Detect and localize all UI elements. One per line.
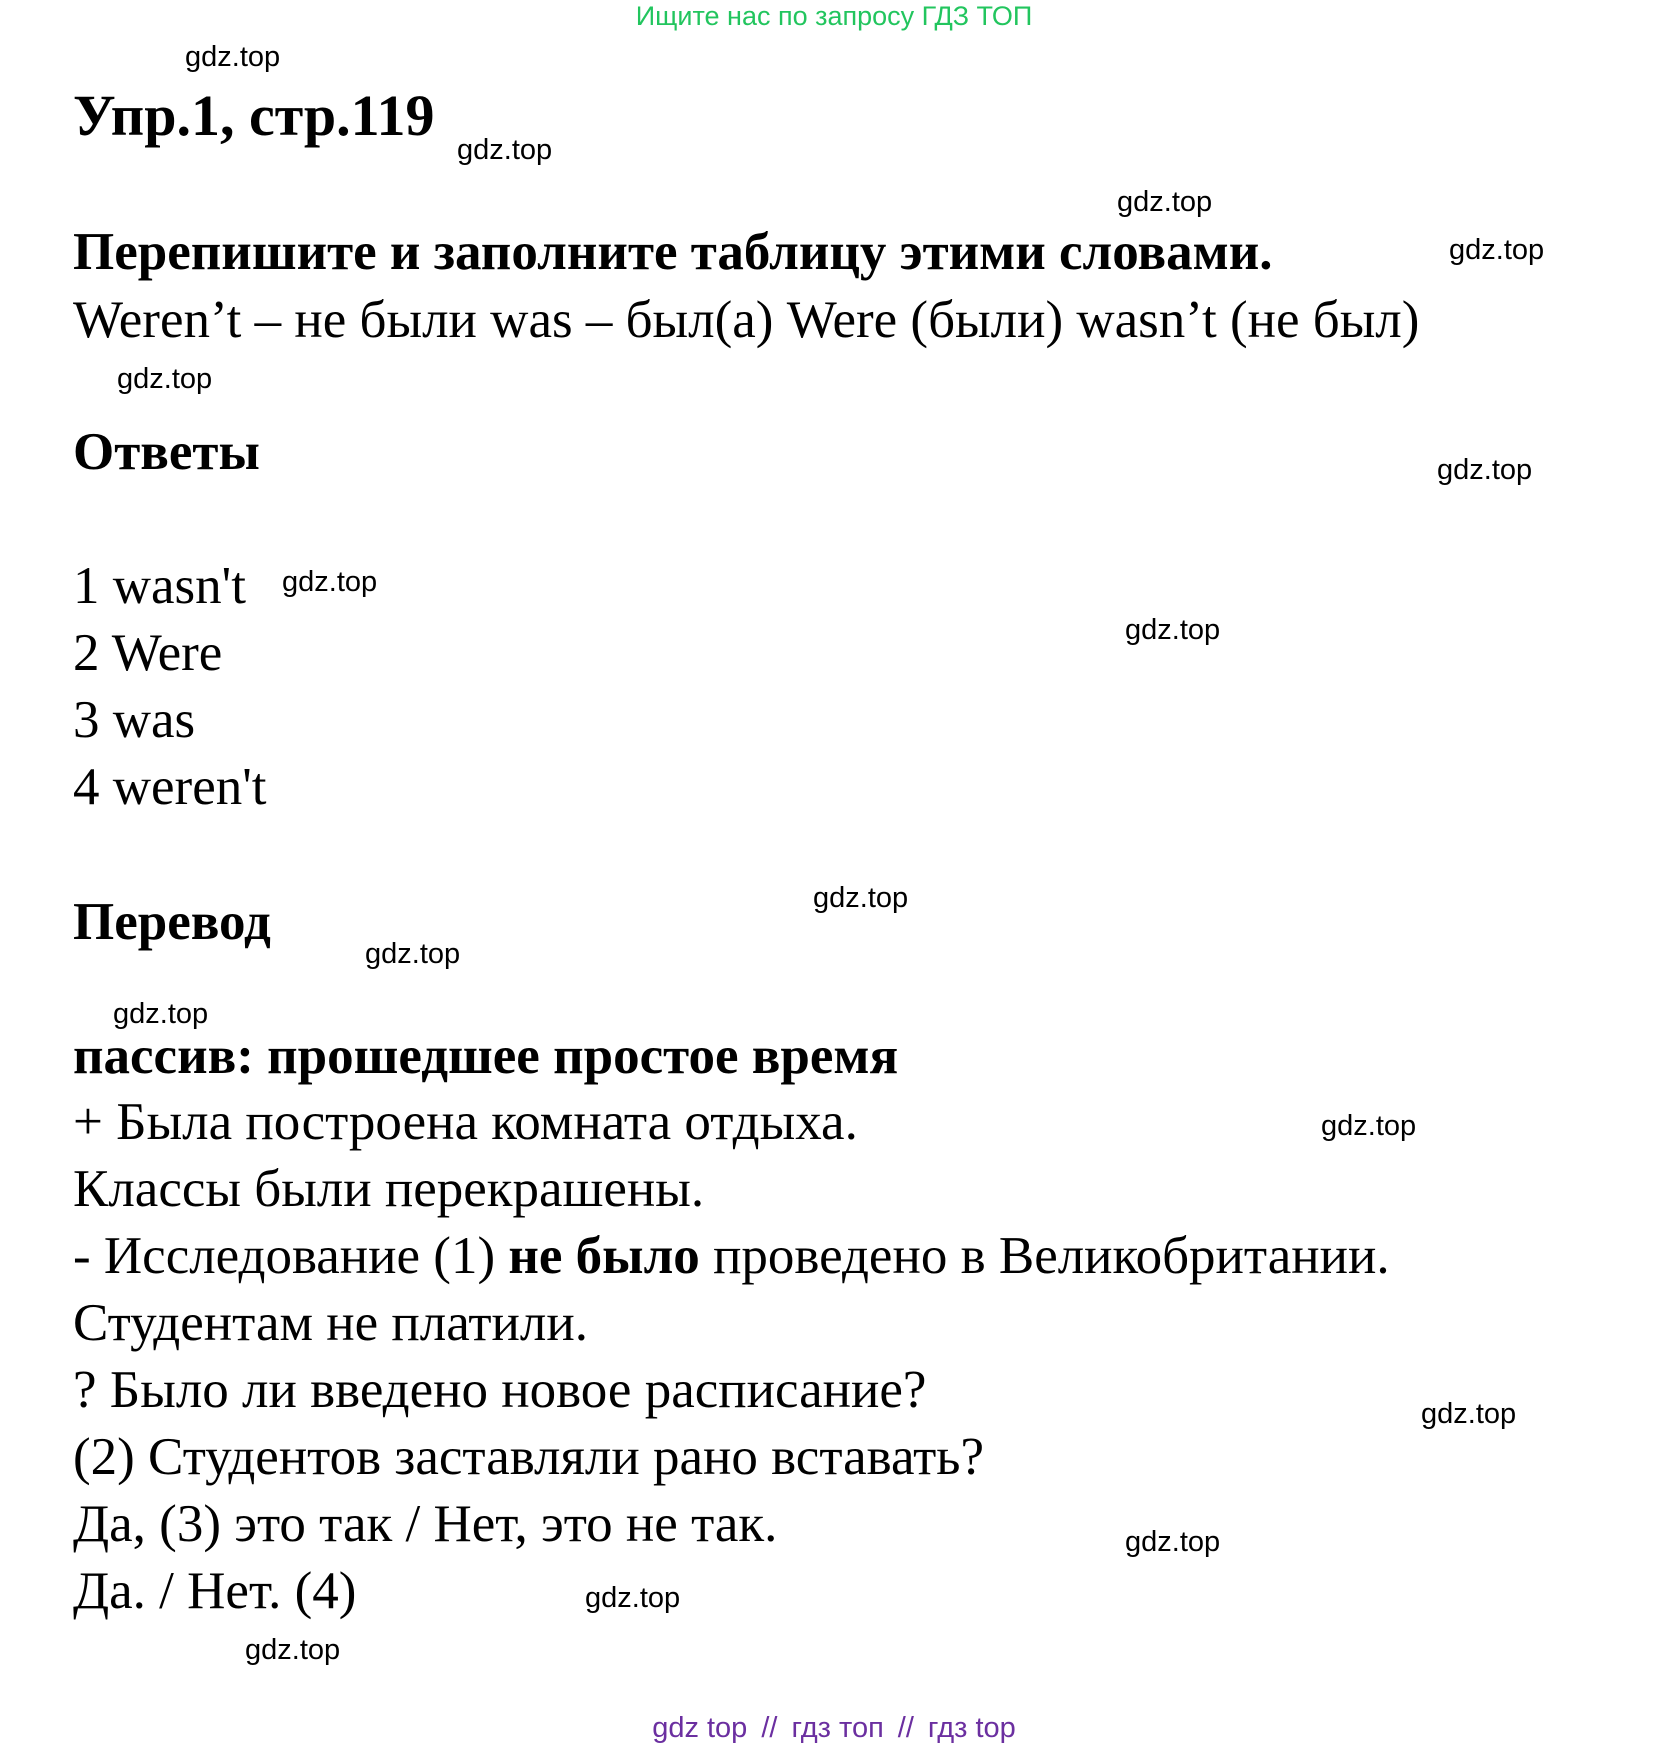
translation-heading: Перевод	[73, 893, 271, 951]
task-instruction: Перепишите и заполните таблицу этими словами.	[73, 223, 1273, 281]
watermark: gdz.top	[1321, 1110, 1417, 1142]
watermark: gdz.top	[585, 1582, 681, 1614]
watermark: gdz.top	[1125, 614, 1221, 646]
answer-item: 2 Were	[73, 624, 223, 682]
translation-line: Классы были перекрашены.	[73, 1160, 705, 1218]
watermark: gdz.top	[282, 566, 378, 598]
translation-line: Да, (3) это так / Нет, это не так.	[73, 1495, 778, 1553]
translation-line: + Была построена комната отдыха.	[73, 1093, 858, 1151]
translation-line: Да. / Нет. (4)	[73, 1562, 357, 1620]
translation-subheading: пассив: прошедшее простое время	[73, 1027, 899, 1085]
watermark: gdz.top	[245, 1634, 341, 1666]
watermark: gdz.top	[1421, 1398, 1517, 1430]
translation-line	[73, 1224, 1390, 1288]
watermark: gdz.top	[1125, 1526, 1221, 1558]
watermark: gdz.top	[365, 938, 461, 970]
translation-line-part: проведено в Великобритании.	[699, 1227, 1390, 1285]
watermark: gdz.top	[457, 134, 553, 166]
footer-link[interactable]: гдз топ	[791, 1712, 884, 1744]
translation-line-part: - Исследование (1)	[73, 1227, 509, 1285]
translation-line: ? Было ли введено новое расписание?	[73, 1361, 927, 1419]
top-banner: Ищите нас по запросу ГДЗ ТОП	[635, 1, 1033, 31]
translation-line-bold: не было	[508, 1227, 700, 1285]
translation-line: Студентам не платили.	[73, 1294, 588, 1352]
answer-item: 1 wasn't	[73, 557, 246, 615]
page-title: Упр.1, стр.119	[73, 83, 435, 148]
answer-item: 4 weren't	[73, 758, 267, 816]
watermark: gdz.top	[113, 998, 209, 1030]
watermark: gdz.top	[1437, 454, 1533, 486]
task-words: Weren’t – не были was – был(а) Were (были) wasn’t (не был)	[73, 291, 1420, 349]
footer-separator: //	[761, 1712, 778, 1744]
watermark: gdz.top	[813, 882, 909, 914]
translation-line: (2) Студентов заставляли рано вставать?	[73, 1428, 984, 1486]
footer-separator: //	[897, 1712, 914, 1744]
footer-link[interactable]: гдз top	[927, 1712, 1016, 1744]
watermark: gdz.top	[1449, 234, 1545, 266]
watermark: gdz.top	[1117, 186, 1213, 218]
answer-item: 3 was	[73, 691, 196, 749]
watermark: gdz.top	[185, 41, 281, 73]
footer	[0, 1710, 1668, 1746]
watermark: gdz.top	[117, 363, 213, 395]
footer-link[interactable]: gdz top	[652, 1712, 748, 1744]
answers-heading: Ответы	[73, 423, 260, 481]
